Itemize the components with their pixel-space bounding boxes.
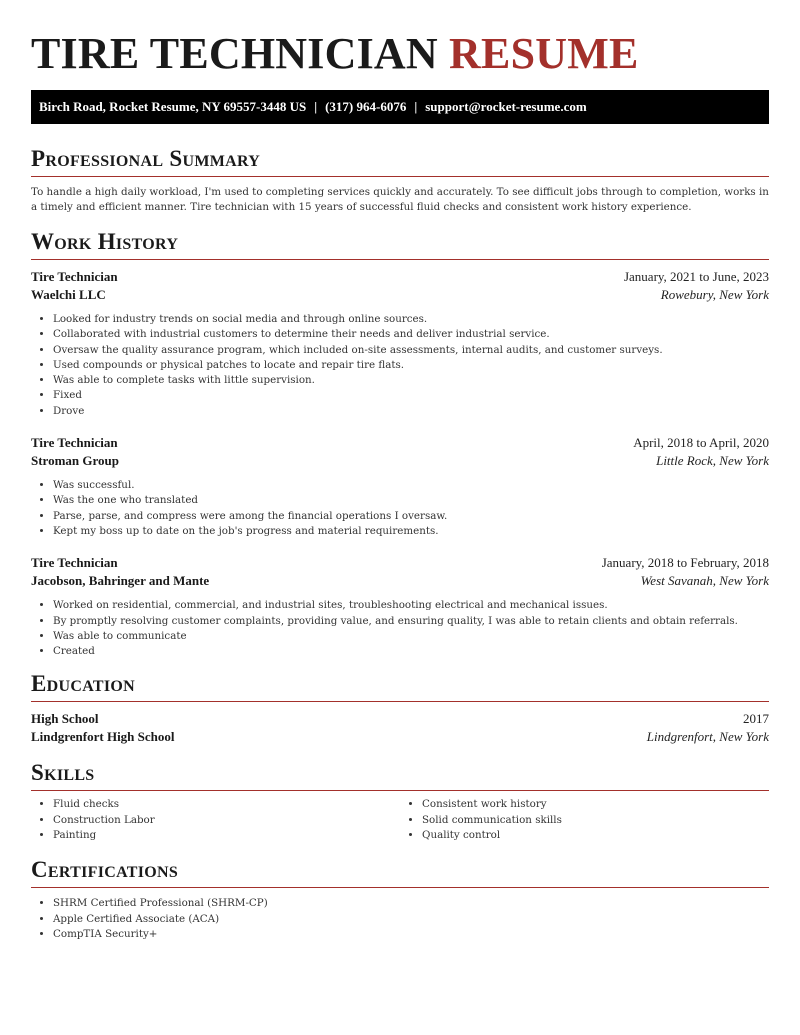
education-entry <box>31 710 769 746</box>
job-dates: January, 2018 to February, 2018 <box>601 555 769 571</box>
skill-item: • Quality control <box>422 828 769 843</box>
title-accent: RESUME <box>449 29 639 78</box>
job-company: Waelchi LLC <box>31 287 106 302</box>
resume-title <box>31 29 769 78</box>
job-bullets <box>31 478 769 539</box>
skills-column-right <box>400 797 769 843</box>
skills-list <box>31 797 769 843</box>
job-bullet: • Was able to complete tasks with little supervision. <box>53 373 769 388</box>
job-title: Tire Technician <box>31 435 118 451</box>
job-bullet: • Fixed <box>53 388 769 403</box>
job-company-row <box>31 572 769 590</box>
skills-heading: Skills <box>31 760 769 791</box>
contact-separator: | <box>414 99 418 114</box>
skill-item: • Solid communication skills <box>422 813 769 828</box>
job-entry <box>31 434 769 539</box>
job-entry <box>31 268 769 419</box>
contact-bar <box>31 90 769 124</box>
job-title: Tire Technician <box>31 269 118 284</box>
skill-item: • Painting <box>53 828 400 843</box>
certifications-heading: Certifications <box>31 857 769 888</box>
job-bullet: • Oversaw the quality assurance program, which included on-site assessments, internal audits, and customer surveys. <box>53 343 769 358</box>
summary-text: To handle a high daily workload, I'm used to completing services quickly and accurately. To see difficult jobs through to completion, works in a timely and efficient manner. Tire technician with 15 years of successful fluid checks and consistent work history experience. <box>31 186 769 213</box>
education-degree: High School <box>31 711 99 727</box>
job-bullet: • Was able to communicate <box>53 629 769 644</box>
summary-heading: Professional Summary <box>31 146 769 177</box>
job-bullets <box>31 598 769 659</box>
job-dates: January, 2021 to June, 2023 <box>623 269 769 284</box>
skill-item: • Consistent work history <box>422 797 769 812</box>
contact-phone: (317) 964-6076 <box>325 99 407 114</box>
job-bullets <box>31 312 769 419</box>
job-bullet: • By promptly resolving customer complaints, providing value, and ensuring quality, I was able to retain clients and obtain referrals. <box>53 614 769 629</box>
certifications-list <box>31 896 769 942</box>
job-bullet: • Drove <box>53 404 769 419</box>
job-location: Rowebury, New York <box>660 287 769 302</box>
job-header-row <box>31 434 769 452</box>
education-school: Lindgrenfort High School <box>31 729 175 745</box>
job-company: Stroman Group <box>31 453 120 469</box>
education-year: 2017 <box>743 711 769 727</box>
contact-email: support@rocket-resume.com <box>425 99 587 114</box>
contact-address: Birch Road, Rocket Resume, NY 69557-3448 US <box>39 99 307 114</box>
contact-separator: | <box>314 99 318 114</box>
education-heading: Education <box>31 671 769 702</box>
job-bullet: • Worked on residential, commercial, and industrial sites, troubleshooting electrical and mechanical issues. <box>53 598 769 613</box>
job-header-row <box>31 268 769 286</box>
job-entry <box>31 554 769 659</box>
education-header-row <box>31 710 769 728</box>
job-bullet: • Looked for industry trends on social media and through online sources. <box>53 312 769 327</box>
education-school-row <box>31 728 769 746</box>
job-company-row <box>31 286 769 304</box>
certification-item: • CompTIA Security+ <box>53 927 769 942</box>
job-bullet: • Used compounds or physical patches to locate and repair tire flats. <box>53 358 769 373</box>
job-title: Tire Technician <box>31 555 118 571</box>
certification-item: • Apple Certified Associate (ACA) <box>53 912 769 927</box>
skill-item: • Construction Labor <box>53 813 400 828</box>
job-company: Jacobson, Bahringer and Mante <box>31 573 210 589</box>
job-header-row <box>31 554 769 572</box>
job-dates: April, 2018 to April, 2020 <box>633 435 769 451</box>
job-bullet: • Collaborated with industrial customers to determine their needs and deliver industrial service. <box>53 327 769 342</box>
skills-column-left <box>31 797 400 843</box>
certification-item: • SHRM Certified Professional (SHRM-CP) <box>53 896 769 911</box>
job-bullet: • Kept my boss up to date on the job's progress and material requirements. <box>53 524 769 539</box>
work-history-heading: Work History <box>31 229 769 260</box>
education-location: Lindgrenfort, New York <box>646 729 769 745</box>
job-location: West Savanah, New York <box>640 573 769 589</box>
job-bullet: • Was the one who translated <box>53 493 769 508</box>
job-location: Little Rock, New York <box>656 453 769 469</box>
job-bullet: • Parse, parse, and compress were among the financial operations I oversaw. <box>53 509 769 524</box>
job-company-row <box>31 452 769 470</box>
job-bullet: • Created <box>53 644 769 659</box>
title-main: TIRE TECHNICIAN <box>31 29 438 78</box>
skill-item: • Fluid checks <box>53 797 400 812</box>
job-bullet: • Was successful. <box>53 478 769 493</box>
